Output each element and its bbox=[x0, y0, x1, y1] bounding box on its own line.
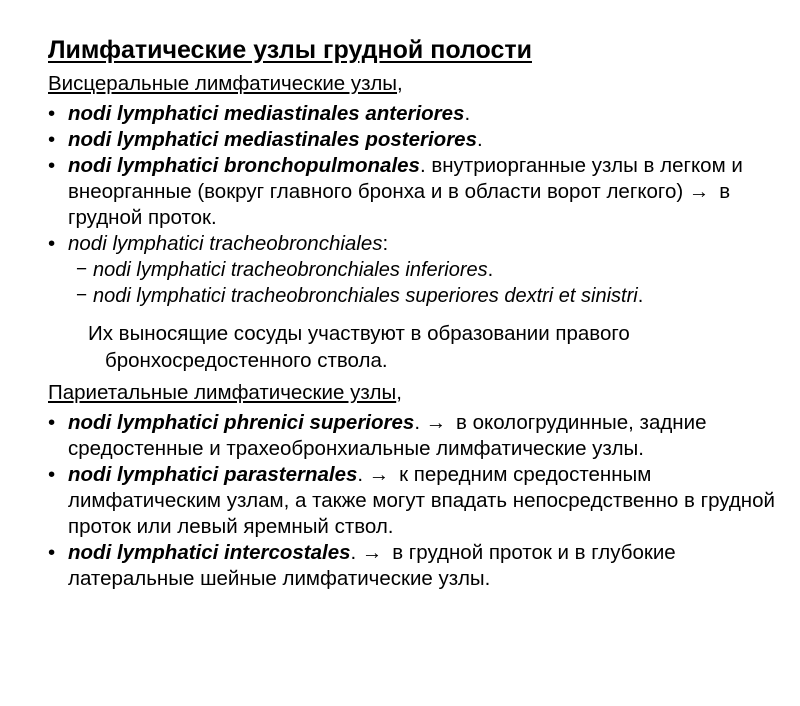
bullet-marker-icon: • bbox=[48, 102, 56, 125]
list-item bbox=[0, 101, 800, 127]
section-heading-parietal bbox=[0, 379, 800, 406]
arrow-right-icon: → bbox=[688, 180, 720, 203]
latin-term: nodi lymphatici bronchopulmonales bbox=[68, 154, 420, 177]
term-suffix: . bbox=[350, 541, 357, 564]
term-suffix: . bbox=[464, 102, 471, 125]
arrow-right-icon: → bbox=[356, 541, 393, 564]
term-suffix: . bbox=[357, 463, 364, 486]
list-item bbox=[0, 231, 800, 257]
bullet-marker-icon: • bbox=[48, 541, 56, 564]
term-destination: к передним средостенным лимфатическим узлам, а также могут впадать непосредственно в грудной проток или левый яремный ствол. bbox=[68, 463, 775, 538]
section-heading-parietal-text: Париетальные лимфатические узлы bbox=[48, 381, 397, 404]
list-item bbox=[0, 257, 800, 283]
latin-term: nodi lymphatici tracheobronchiales superiores dextri et sinistri bbox=[93, 285, 638, 307]
section-heading-visceral bbox=[0, 70, 800, 97]
list-item bbox=[0, 283, 800, 309]
latin-term: nodi lymphatici tracheobronchiales bbox=[68, 232, 383, 255]
list-item bbox=[0, 153, 800, 231]
list-item bbox=[0, 410, 800, 462]
section-heading-visceral-text: Висцеральные лимфатические узлы bbox=[48, 72, 398, 95]
term-suffix: . bbox=[476, 128, 483, 151]
term-suffix: : bbox=[382, 232, 389, 255]
term-suffix: . bbox=[637, 285, 644, 307]
bullet-marker-icon: • bbox=[48, 463, 56, 486]
bullet-marker-icon: • bbox=[48, 154, 56, 177]
page-title: Лимфатические узлы грудной полости bbox=[48, 35, 532, 64]
latin-term: nodi lymphatici mediastinales posteriores bbox=[68, 128, 477, 151]
section-heading-visceral-comma: , bbox=[397, 72, 403, 95]
arrow-right-icon: → bbox=[420, 411, 457, 434]
slide-body bbox=[0, 70, 800, 592]
dash-marker-icon: − bbox=[76, 285, 88, 306]
term-suffix: . bbox=[414, 411, 421, 434]
list-item bbox=[0, 540, 800, 592]
bullet-marker-icon: • bbox=[48, 232, 56, 255]
visceral-note-paragraph: Их выносящие сосуды участвуют в образовании правого бронхосредостенного ствола. bbox=[88, 322, 630, 372]
tracheobronchiales-sublist bbox=[0, 257, 800, 309]
arrow-right-icon: → bbox=[363, 463, 400, 486]
parietal-bullet-list bbox=[0, 410, 800, 592]
latin-term: nodi lymphatici mediastinales anteriores bbox=[68, 102, 465, 125]
latin-term: nodi lymphatici parasternales bbox=[68, 463, 358, 486]
list-item bbox=[0, 462, 800, 540]
term-destination: в окологрудинные, задние средостенные и трахеобронхиальные лимфатические узлы. bbox=[68, 411, 707, 460]
term-suffix: . bbox=[487, 259, 494, 281]
list-item bbox=[0, 127, 800, 153]
latin-term: nodi lymphatici phrenici superiores bbox=[68, 411, 415, 434]
dash-marker-icon: − bbox=[76, 259, 88, 280]
spacer bbox=[0, 309, 800, 320]
visceral-bullet-list bbox=[0, 101, 800, 257]
bullet-marker-icon: • bbox=[48, 411, 56, 434]
latin-term: nodi lymphatici intercostales bbox=[68, 541, 351, 564]
term-description: . внутриорганные узлы в легком и внеорганные (вокруг главного бронха и в области ворот легкого) bbox=[68, 154, 743, 203]
section-heading-parietal-comma: , bbox=[396, 381, 402, 404]
bullet-marker-icon: • bbox=[48, 128, 56, 151]
term-destination: в грудной проток. bbox=[68, 180, 731, 229]
latin-term: nodi lymphatici tracheobronchiales inferiores bbox=[93, 259, 488, 281]
term-destination: в грудной проток и в глубокие латеральные шейные лимфатические узлы. bbox=[68, 541, 676, 590]
